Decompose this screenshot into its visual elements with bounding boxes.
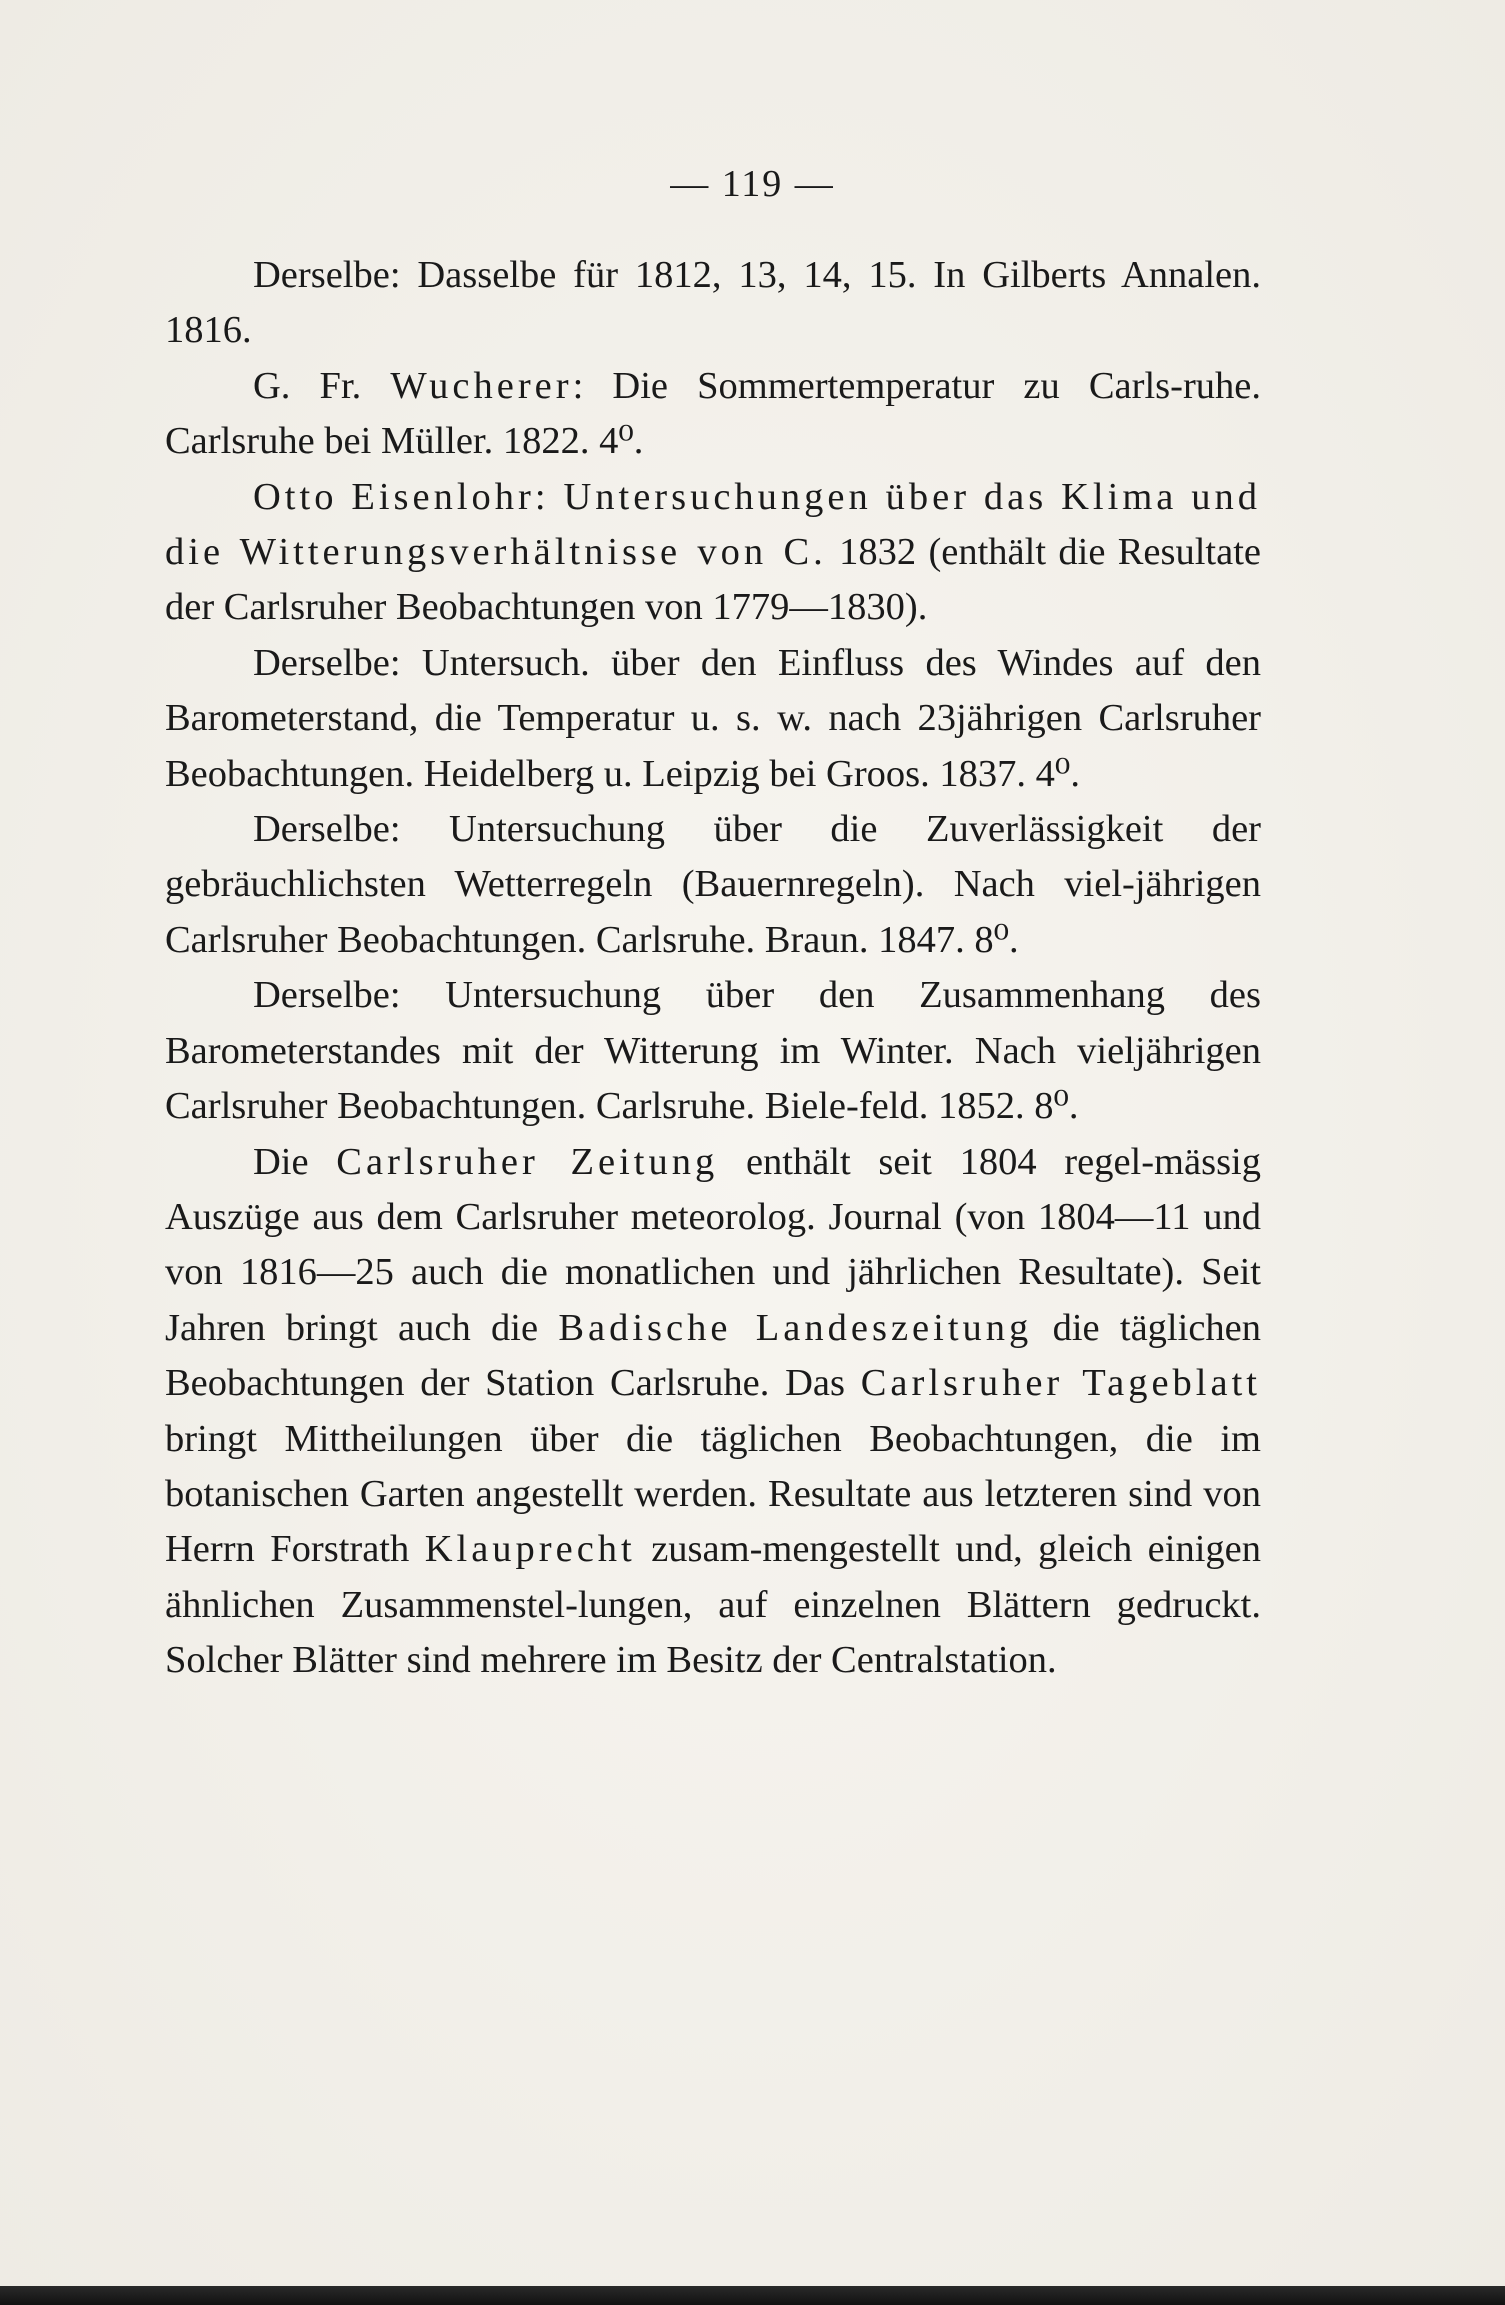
paragraph-text: : Die Sommertemperatur zu Carls-ruhe. Carlsruhe bei Müller. 1822. 4⁰. [165,364,1261,463]
page-body-text [165,248,1261,1689]
paragraph [165,248,1261,359]
spaced-emphasis-text: Otto Eisenlohr: Untersuchungen über das Klima und die Witterungsverhältnisse von C. [165,475,1261,574]
page-number: — 119 — [670,163,835,205]
paragraph [165,359,1261,470]
paragraph-text: Derselbe: Untersuchung über die Zuverlässigkeit der gebräuchlichsten Wetterregeln (Bauernregeln). Nach viel-jährigen Carlsruher Beobachtungen. Carlsruhe. Braun. 1847. 8⁰. [165,808,1261,961]
spaced-emphasis-text: Carlsruher Tageblatt [860,1362,1261,1405]
spaced-emphasis-text: Klauprecht [424,1528,636,1571]
paragraph-text: enthält seit 1804 regel-mässig Auszüge aus dem Carlsruher meteorolog. Journal (von 1804—11 und von 1816—25 auch die monatlichen und jährlichen Resultate). Seit Jahren bringt auch die [165,1140,1261,1349]
paragraph-text: Derselbe: Untersuchung über den Zusammenhang des Barometerstandes mit der Witterung im Winter. Nach vieljährigen Carlsruher Beobachtungen. Carlsruhe. Biele-feld. 1852. 8⁰. [165,974,1261,1128]
paragraph [165,636,1261,802]
paragraph-text: Die [253,1140,337,1183]
paragraph-text: zusam-mengestellt und, gleich einigen ähnlichen Zusammenstel-lungen, auf einzelnen Blättern gedruckt. Solcher Blätter sind mehrere im Besitz der Centralstation. [165,1528,1261,1682]
paragraph [165,968,1261,1134]
paragraph-text: bringt Mittheilungen über die täglichen Beobachtungen, die im botanischen Garten angestellt werden. Resultate aus letzteren sind von Herrn Forstrath [165,1417,1261,1571]
paragraph-text: 1832 (enthält die Resultate der Carlsruher Beobachtungen von 1779—1830). [165,531,1261,629]
paragraph-text: Derselbe: Dasselbe für 1812, 13, 14, 15. In Gilberts Annalen. 1816. [165,254,1261,352]
paragraph [165,802,1261,968]
paragraph-text: G. Fr. [253,364,391,407]
paragraph-text: Derselbe: Untersuch. über den Einfluss des Windes auf den Barometerstand, die Temperatur u. s. w. nach 23jährigen Carlsruher Beobachtungen. Heidelberg u. Leipzig bei Groos. 1837. 4⁰. [165,641,1261,795]
spaced-emphasis-text: Wucherer [390,364,573,407]
spaced-emphasis-text: Carlsruher Zeitung [336,1140,719,1183]
paragraph [165,1135,1261,1689]
page-edge-shadow [0,2286,1505,2305]
paragraph [165,470,1261,636]
spaced-emphasis-text: Badische Landeszeitung [558,1306,1033,1349]
paragraph-text: die täglichen Beobachtungen der Station Carlsruhe. Das [165,1306,1261,1405]
